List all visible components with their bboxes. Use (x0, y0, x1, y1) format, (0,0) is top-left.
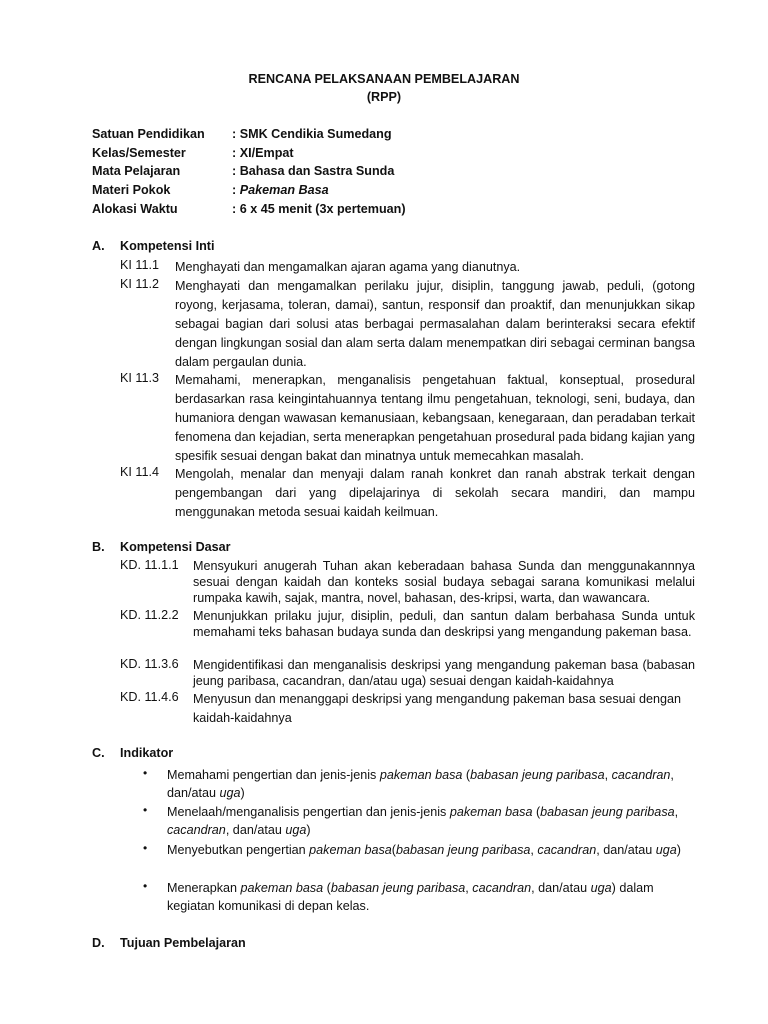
ki-code: KI 11.3 (120, 371, 159, 385)
kd-text: Mengidentifikasi dan menganalisis deskripsi yang mengandung pakeman basa (babasan jeung paribasa, cacandran, dan/atau uga) sesuai dengan kaidah-kaidahnya (193, 658, 695, 688)
bullet-icon: • (143, 803, 148, 817)
indicator-item: Menerapkan pakeman basa (babasan jeung paribasa, cacandran, dan/atau uga) dalam kegiatan komunikasi di depan kelas. (167, 881, 654, 913)
bullet-icon: • (143, 841, 148, 855)
document-subtitle: (RPP) (366, 90, 402, 104)
kd-text: Mensyukuri anugerah Tuhan akan keberadaan bahasa Sunda dan menggunakannnya sesuai dengan kaidah dan konteks sosial budaya sebagai sarana komunikasi melalui rumpaka kawih, sajak, mantra, novel, bahasan, des-kripsi, warta, dan wawancara. (193, 559, 695, 605)
ki-code: KI 11.1 (120, 258, 159, 272)
identity-value-prefix: : (232, 183, 240, 197)
kd-code: KD. 11.2.2 (120, 608, 179, 622)
ki-text: Menghayati dan mengamalkan ajaran agama yang dianutnya. (175, 260, 521, 274)
section-c-title: Indikator (120, 746, 174, 760)
identity-value-italic: Pakeman Basa (239, 183, 329, 197)
identity-label: Mata Pelajaran (92, 164, 181, 178)
bullet-icon: • (143, 766, 148, 780)
identity-value: : XI/Empat (232, 146, 294, 160)
kd-code: KD. 11.1.1 (120, 558, 179, 572)
indicator-item: Menelaah/menganalisis pengertian dan jenis-jenis pakeman basa (babasan jeung paribasa, cacandran, dan/atau uga) (167, 805, 679, 837)
section-a-letter: A. (92, 239, 105, 253)
kd-code: KD. 11.4.6 (120, 690, 179, 704)
indicator-item: Memahami pengertian dan jenis-jenis pakeman basa (babasan jeung paribasa, cacandran, dan/atau uga) (167, 768, 674, 800)
identity-label: Kelas/Semester (92, 146, 186, 160)
bullet-icon: • (143, 879, 148, 893)
identity-label: Alokasi Waktu (92, 202, 178, 216)
ki-code: KI 11.2 (120, 277, 159, 291)
ki-code: KI 11.4 (120, 465, 159, 479)
kd-text: Menunjukkan prilaku jujur, disiplin, peduli, dan santun dalam berbahasa Sunda untuk memahami teks bahasan budaya sunda dan deskripsi yang mengandung pakeman basa. (193, 609, 695, 639)
section-b-title: Kompetensi Dasar (120, 540, 231, 554)
ki-text: Mengolah, menalar dan menyaji dalam ranah konkret dan ranah abstrak terkait dengan pengembangan dari yang dipelajarinya di sekolah secara mandiri, dan mampu menggunakan metoda sesuai kaidah keilmuan. (175, 467, 695, 519)
kd-text: Menyusun dan menanggapi deskripsi yang mengandung pakeman basa sesuai dengan kaidah-kaidahnya (193, 692, 682, 725)
identity-label: Satuan Pendidikan (92, 127, 205, 141)
ki-text: Memahami, menerapkan, menganalisis pengetahuan faktual, konseptual, prosedural berdasarkan rasa keingintahuannya tentang ilmu pengetahuan, teknologi, seni, budaya, dan humaniora dengan wawasan kemanusiaan, kebangsaan, kenegaraan, dan peradaban terkait fenomena dan kejadian, serta menerapkan pengetahuan prosedural pada bidang kajian yang spesifik sesuai dengan bakat dan minatnya untuk memecahkan masalah. (175, 373, 695, 463)
identity-label: Materi Pokok (92, 183, 171, 197)
kd-code: KD. 11.3.6 (120, 657, 179, 671)
section-c-letter: C. (92, 746, 105, 760)
identity-value: : Bahasa dan Sastra Sunda (232, 164, 395, 178)
section-d-letter: D. (92, 936, 105, 950)
identity-value (232, 183, 329, 197)
identity-value: : 6 x 45 menit (3x pertemuan) (232, 202, 406, 216)
document-title: RENCANA PELAKSANAAN PEMBELAJARAN (248, 72, 520, 86)
ki-text: Menghayati dan mengamalkan perilaku jujur, disiplin, tanggung jawab, peduli, (gotong royong, kerjasama, toleran, damai), santun, responsif dan proaktif, dan menunjukkan sikap sebagai bagian dari solusi atas berbagai permasalahan dalam berinteraksi secara efektif dengan lingkungan sosial dan alam serta dalam menempatkan diri sebagai cerminan bangsa dalam pergaulan dunia. (175, 279, 695, 369)
identity-value: : SMK Cendikia Sumedang (232, 127, 392, 141)
section-d-title: Tujuan Pembelajaran (120, 936, 246, 950)
section-a-title: Kompetensi Inti (120, 239, 215, 253)
indicator-item: Menyebutkan pengertian pakeman basa(babasan jeung paribasa, cacandran, dan/atau uga) (167, 843, 681, 857)
section-b-letter: B. (92, 540, 105, 554)
